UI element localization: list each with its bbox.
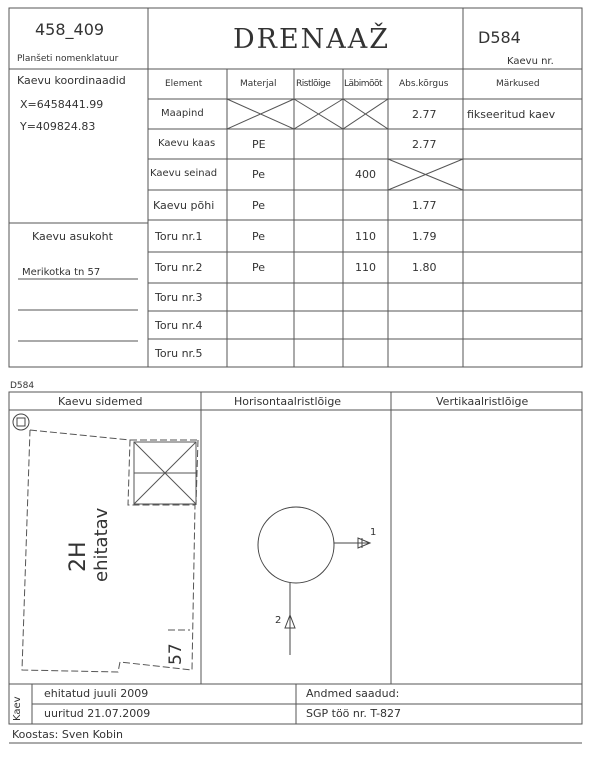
row-element: Kaevu kaas [158, 138, 216, 149]
built-date: ehitatud juuli 2009 [44, 687, 149, 700]
sheet-number: 458_409 [35, 20, 105, 39]
location-address: Merikotka tn 57 [22, 267, 101, 278]
row-element: Toru nr.2 [155, 261, 203, 274]
well-id: D584 [478, 28, 521, 47]
row-element: Kaevu põhi [153, 199, 215, 212]
building-label: 2H [66, 541, 91, 572]
row-material: PE [252, 138, 266, 151]
data-source-label: Andmed saadud: [306, 687, 400, 700]
row-material: Pe [252, 199, 266, 212]
col-diameter: Läbimõõt [344, 79, 383, 89]
row-element: Kaevu seinad [150, 168, 218, 179]
col-element: Element [165, 79, 203, 89]
sidemed-header: Kaevu sidemed [58, 395, 143, 408]
row-abs: 1.80 [412, 261, 437, 274]
pipe-1-label: 1 [370, 527, 377, 538]
row-element: Toru nr.5 [155, 347, 203, 360]
col-abs: Abs.kõrgus [399, 79, 449, 89]
pipe-2-label: 2 [275, 615, 282, 626]
work-number: SGP töö nr. T-827 [306, 707, 402, 720]
row-element: Toru nr.3 [155, 291, 203, 304]
row-material: Pe [252, 230, 266, 243]
surveyed-date: uuritud 21.07.2009 [44, 707, 151, 720]
row-diameter: 110 [355, 230, 376, 243]
horizontal-section-header: Horisontaalristlõige [234, 395, 342, 408]
vertical-section-header: Vertikaalristlõige [436, 395, 529, 408]
row-abs: 2.77 [412, 108, 437, 121]
col-material: Materjal [240, 79, 277, 89]
row-element: Toru nr.4 [155, 319, 203, 332]
sheet-caption: Planšeti nomenklatuur [17, 54, 119, 64]
building-sublabel: ehitatav [91, 507, 112, 582]
coordinate-x: X=6458441.99 [20, 98, 104, 111]
row-material: Pe [252, 168, 266, 181]
footer-side-label: Kaev [12, 696, 23, 721]
small-well-id: D584 [10, 381, 35, 391]
row-note: fikseeritud kaev [467, 108, 556, 121]
coordinate-y: Y=409824.83 [20, 120, 96, 133]
row-diameter: 110 [355, 261, 376, 274]
document-title: DRENAAŽ [233, 24, 391, 55]
row-element: Toru nr.1 [155, 230, 203, 243]
location-label: Kaevu asukoht [32, 230, 113, 243]
row-element: Maapind [161, 108, 204, 119]
building-number: 57 [166, 643, 186, 665]
well-caption: Kaevu nr. [507, 56, 554, 67]
col-notes: Märkused [496, 79, 540, 89]
row-diameter: 400 [355, 168, 376, 181]
row-abs: 1.79 [412, 230, 437, 243]
coordinates-label: Kaevu koordinaadid [17, 74, 126, 87]
row-material: Pe [252, 261, 266, 274]
author: Koostas: Sven Kobin [12, 728, 123, 741]
row-abs: 2.77 [412, 138, 437, 151]
col-section: Ristlõige [296, 79, 331, 89]
row-abs: 1.77 [412, 199, 437, 212]
